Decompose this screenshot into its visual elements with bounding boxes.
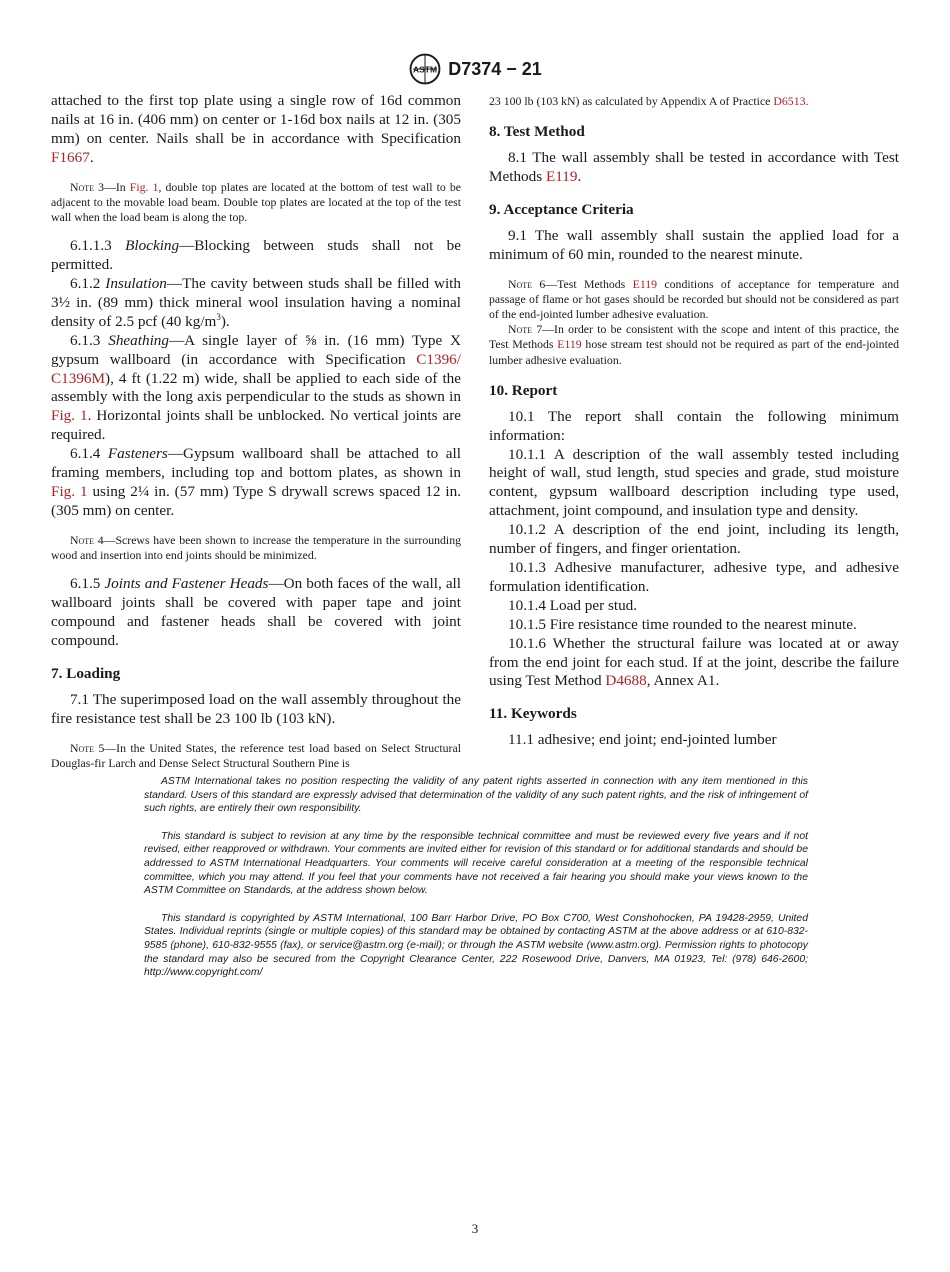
standard-designation: D7374 − 21 [448,58,542,79]
page-number: 3 [471,1221,479,1236]
paragraph-6-1-1-2-continued: attached to the first top plate using a single row of 16d common nails at 16 in. (406 mm) on center or 1-16d box nails at 12 in. (305 mm) on center. Nails shall be in accordance with Specification F1667. [51,92,461,166]
paragraph-9-1: 9.1 The wall assembly shall sustain the applied load for a minimum of 60 min, rounded to the nearest minute. [489,226,899,263]
ref-link-d4688[interactable]: D4688 [605,672,647,690]
page-header [0,52,950,86]
paragraph-10-1-5: 10.1.5 Fire resistance time rounded to the nearest minute. [508,615,857,633]
ref-link-e119[interactable]: E119 [557,337,582,352]
section-heading-keywords: 11. Keywords [489,705,577,723]
paragraph-11-1: 11.1 adhesive; end joint; end-jointed lumber [508,731,777,749]
section-heading-report: 10. Report [489,381,558,399]
ref-link-e119[interactable]: E119 [545,168,578,186]
note-6: Note 6—Test Methods E119 conditions of acceptance for temperature and passage of flame or hot gases should be recorded but should not be considered as part of the end-jointed lumber adhesive evaluation. [489,276,899,322]
paragraph-10-1-3: 10.1.3 Adhesive manufacturer, adhesive type, and adhesive formulation identification. [489,559,899,595]
revision-notice: This standard is subject to revision at any time by the responsible technical committee and must be reviewed every five years and if not revised, either reapproved or withdrawn. Your comments are invited either for revision of this standard or for additional standards and should be addressed to ASTM International Headquarters. Your comments will receive careful consideration at a meeting of the responsible technical committee, which you may attend. If you feel that your comments have not received a fair hearing you should make your views known to the ASTM Committee on Standards, at the address shown below. [144,830,808,897]
paragraph-10-1-6: 10.1.6 Whether the structural failure was located at or away from the end joint for each stud. If at the joint, describe the failure using Test Method D4688, Annex A1. [489,634,899,690]
ref-link-d6513[interactable]: D6513 [773,94,806,108]
paragraph-10-1: 10.1 The report shall contain the following minimum information: [489,407,899,444]
astm-logo-icon [408,52,442,86]
paragraph-10-1-4: 10.1.4 Load per stud. [508,596,638,614]
note-4: Note 4—Screws have been shown to increase the temperature in the surrounding wood and insertion into end joints should be minimized. [51,532,461,563]
note-5: Note 5—In the United States, the reference test load based on Select Structural Douglas-fir Larch and Dense Select Structural Southern Pine is [51,740,461,770]
fig-1-link[interactable]: Fig. 1 [129,179,159,194]
section-heading-loading: 7. Loading [51,664,121,682]
svg-text:ASTM: ASTM [413,64,438,75]
paragraph-10-1-2: 10.1.2 A description of the end joint, including its length, number of fingers, and finger orientation. [489,521,899,558]
fig-1-link[interactable]: Fig. 1 [51,483,88,501]
fig-1-link[interactable]: Fig. 1 [51,407,88,425]
section-heading-acceptance-criteria: 9. Acceptance Criteria [489,200,634,218]
paragraph-6-1-4: 6.1.4 Fasteners—Gypsum wallboard shall be attached to all framing members, including top and bottom plates, as shown in Fig. 1 using 2¼ in. (57 mm) Type S drywall screws spaced 12 in. (305 mm) on center. [51,445,461,519]
ref-link-c1396[interactable]: C1396/ C1396M [51,350,461,387]
paragraph-8-1: 8.1 The wall assembly shall be tested in accordance with Test Methods E119. [489,149,899,186]
note-7: Note 7—In order to be consistent with the scope and intent of this practice, the Test Methods E119 hose stream test should not be required as part of the end-jointed lumber adhesive evaluation. [489,322,899,367]
copyright-notice: This standard is copyrighted by ASTM International, 100 Barr Harbor Drive, PO Box C700, West Conshohocken, PA 19428-2959, United States. Individual reprints (single or multiple copies) of this standard may be obtained by contacting ASTM at the above address or at 610-832-9585 (phone), 610-832-9555 (fax), or service@astm.org (e-mail); or through the ASTM website (www.astm.org). Permission rights to photocopy the standard may also be secured from the Copyright Clearance Center, 222 Rosewood Drive, Danvers, MA 01923, Tel: (978) 646-2600; http://www.copyright.com/ [144,912,808,979]
paragraph-10-1-1: 10.1.1 A description of the wall assembly tested including height of wall, stud length, stud species and grade, stud moisture content, gypsum wallboard description including type used, attachment, joint compound, and insulation type and density. [489,445,899,520]
section-heading-test-method: 8. Test Method [489,123,585,141]
note-5-continued: 23 100 lb (103 kN) as calculated by Appendix A of Practice D6513. [489,94,809,108]
patent-notice: ASTM International takes no position respecting the validity of any patent rights asserted in connection with any item mentioned in this standard. Users of this standard are expressly advised that determination of the validity of any such patent rights, and the risk of infringement of such rights, are entirely their own responsibility. [144,776,808,815]
ref-link-e119[interactable]: E119 [632,276,658,291]
right-column [489,92,899,750]
left-column [51,92,461,783]
paragraph-7-1: 7.1 The superimposed load on the wall assembly throughout the fire resistance test shall be 23 100 lb (103 kN). [51,690,461,727]
paragraph-6-1-3: 6.1.3 Sheathing—A single layer of ⅝ in. (16 mm) Type X gypsum wallboard (in accordance with Specification C1396/ C1396M), 4 ft (1.22 m) wide, shall be applied to each side of the assembly with the long axis perpendicular to the studs as shown in Fig. 1. Horizontal joints shall be unblocked. No vertical joints are required. [51,331,462,444]
note-3: Note 3—In Fig. 1, double top plates are located at the bottom of test wall to be adjacent to the movable load beam. Double top plates are located at the top of the test wall when the load beam is along the top. [51,179,461,225]
legal-notices [144,775,808,994]
paragraph-6-1-2: 6.1.2 Insulation—The cavity between studs shall be filled with 3½ in. (89 mm) thick mineral wool insulation having a nominal density of 2.5 pcf (40 $kg/m^3$). [51,275,461,330]
paragraph-6-1-5: 6.1.5 Joints and Fastener Heads—On both faces of the wall, all wallboard joints shall be covered with paper tape and joint compound and fastener heads shall be covered with joint compound. [51,575,461,649]
paragraph-6-1-1-3: 6.1.1.3 Blocking—Blocking between studs shall not be permitted. [51,237,462,274]
ref-link-f1667[interactable]: F1667 [51,148,90,166]
